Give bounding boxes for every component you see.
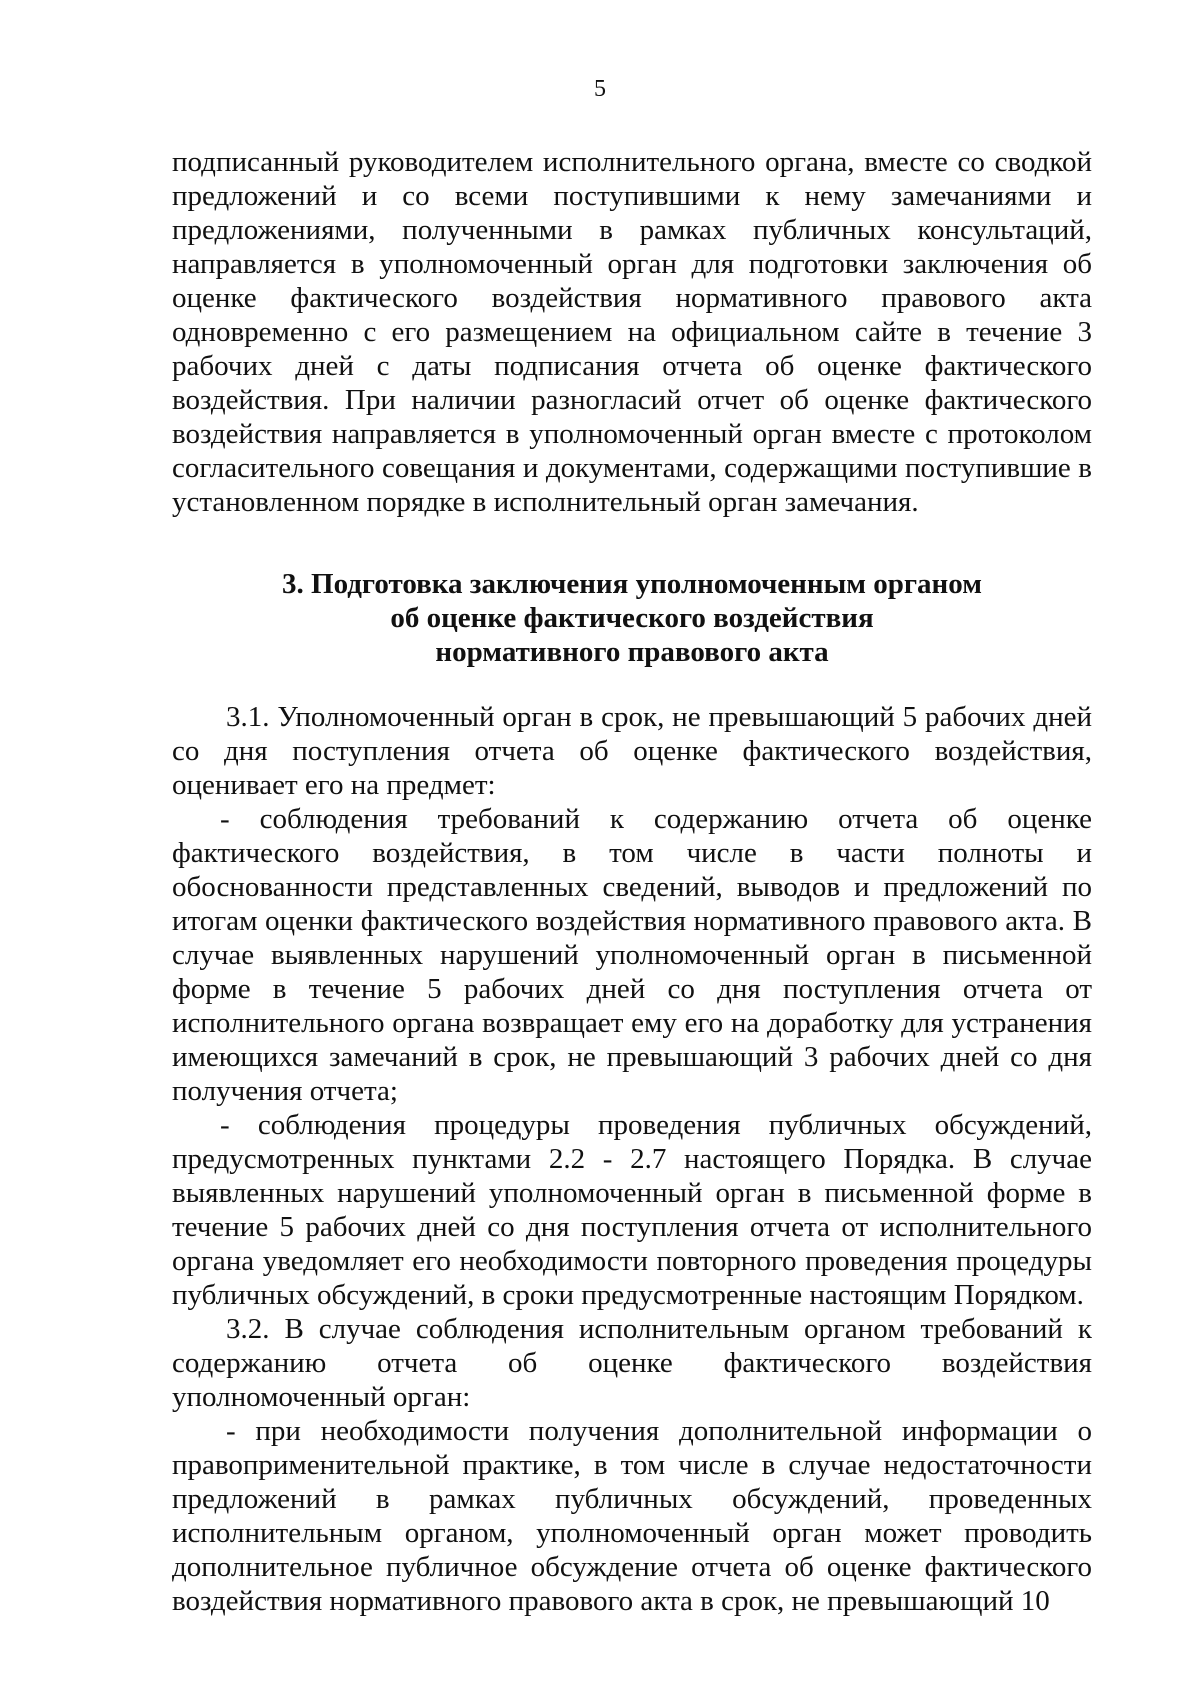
section-title-line-1: 3. Подготовка заключения уполномоченным органом <box>282 568 982 600</box>
section-3-body <box>172 700 1092 1618</box>
paragraph-3-1-item-a: - соблюдения требований к содержанию отчета об оценке фактического воздействия, в том числе в части полноты и обоснованности представленных сведений, выводов и предложений по итогам оценки фактического воздействия нормативного правового акта. В случае выявленных нарушений уполномоченный орган в письменной форме в течение 5 рабочих дней со дня поступления отчета от исполнительного органа возвращает ему его на доработку для устранения имеющихся замечаний в срок, не превышающий 3 рабочих дней со дня получения отчета; <box>172 803 1092 1107</box>
intro-paragraph: подписанный руководителем исполнительного органа, вместе со сводкой предложений и со всеми поступившими к нему замечаниями и предложениями, полученными в рамках публичных консультаций, направляется в уполномоченный орган для подготовки заключения об оценке фактического воздействия нормативного правового акта одновременно с его размещением на официальном сайте в течение 3 рабочих дней с даты подписания отчета об оценке фактического воздействия. При наличии разногласий отчет об оценке фактического воздействия направляется в уполномоченный орган вместе с протоколом согласительного совещания и документами, содержащими поступившие в установленном порядке в исполнительный орган замечания. <box>172 146 1092 518</box>
paragraph-3-2: 3.2. В случае соблюдения исполнительным органом требований к содержанию отчета об оценке фактического воздействия уполномоченный орган: <box>172 1313 1092 1413</box>
paragraph-3-2-item-a: - при необходимости получения дополнительной информации о правоприменительной практике, в том числе в случае недостаточности предложений в рамках публичных обсуждений, проведенных исполнительным органом, уполномоченный орган может проводить дополнительное публичное обсуждение отчета об оценке фактического воздействия нормативного правового акта в срок, не превышающий 10 <box>172 1415 1092 1617</box>
page-number: 5 <box>594 76 606 102</box>
section-title-line-3: нормативного правового акта <box>435 636 829 668</box>
section-title-line-2: об оценке фактического воздействия <box>390 602 874 634</box>
paragraph-3-1-item-b: - соблюдения процедуры проведения публичных обсуждений, предусмотренных пунктами 2.2 - 2.7 настоящего Порядка. В случае выявленных нарушений уполномоченный орган в письменной форме в течение 5 рабочих дней со дня поступления отчета от исполнительного органа уведомляет его необходимости повторного проведения процедуры публичных обсуждений, в сроки предусмотренные настоящим Порядком. <box>172 1109 1092 1311</box>
intro-block <box>172 145 1092 519</box>
paragraph-3-1: 3.1. Уполномоченный орган в срок, не превышающий 5 рабочих дней со дня поступления отчета об оценке фактического воздействия, оценивает его на предмет: <box>172 701 1092 801</box>
section-3-title <box>172 567 1092 669</box>
